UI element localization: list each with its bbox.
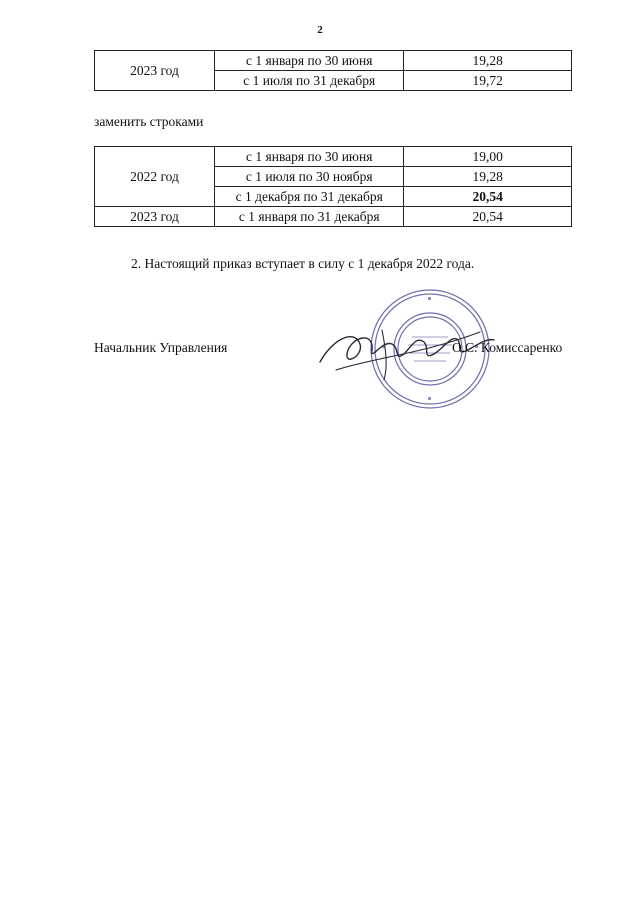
value-cell: 19,00 — [404, 147, 572, 167]
signatory-name: О.С. Комиссаренко — [452, 340, 563, 355]
page-number: 2 — [317, 24, 323, 36]
rates-table-new — [94, 146, 572, 227]
clause-text: 2. Настоящий приказ вступает в силу с 1 декабря 2022 года. — [131, 256, 475, 271]
replace-text: заменить строками — [94, 114, 204, 129]
signatory-title: Начальник Управления — [94, 340, 228, 355]
period-cell: с 1 января по 30 июня — [215, 51, 404, 71]
table-row — [95, 147, 572, 167]
value-cell: 19,28 — [404, 167, 572, 187]
period-cell: с 1 января по 30 июня — [215, 147, 404, 167]
rates-table-old — [94, 50, 572, 91]
table-row — [95, 51, 572, 71]
period-cell: с 1 июля по 31 декабря — [215, 71, 404, 91]
period-cell: с 1 декабря по 31 декабря — [215, 187, 404, 207]
table-row — [95, 207, 572, 227]
value-cell: 19,72 — [404, 71, 572, 91]
value-cell: 19,28 — [404, 51, 572, 71]
value-cell: 20,54 — [404, 187, 572, 207]
year-cell: 2022 год — [95, 147, 215, 207]
value-cell: 20,54 — [404, 207, 572, 227]
year-cell: 2023 год — [95, 51, 215, 91]
period-cell: с 1 января по 31 декабря — [215, 207, 404, 227]
period-cell: с 1 июля по 30 ноября — [215, 167, 404, 187]
year-cell: 2023 год — [95, 207, 215, 227]
